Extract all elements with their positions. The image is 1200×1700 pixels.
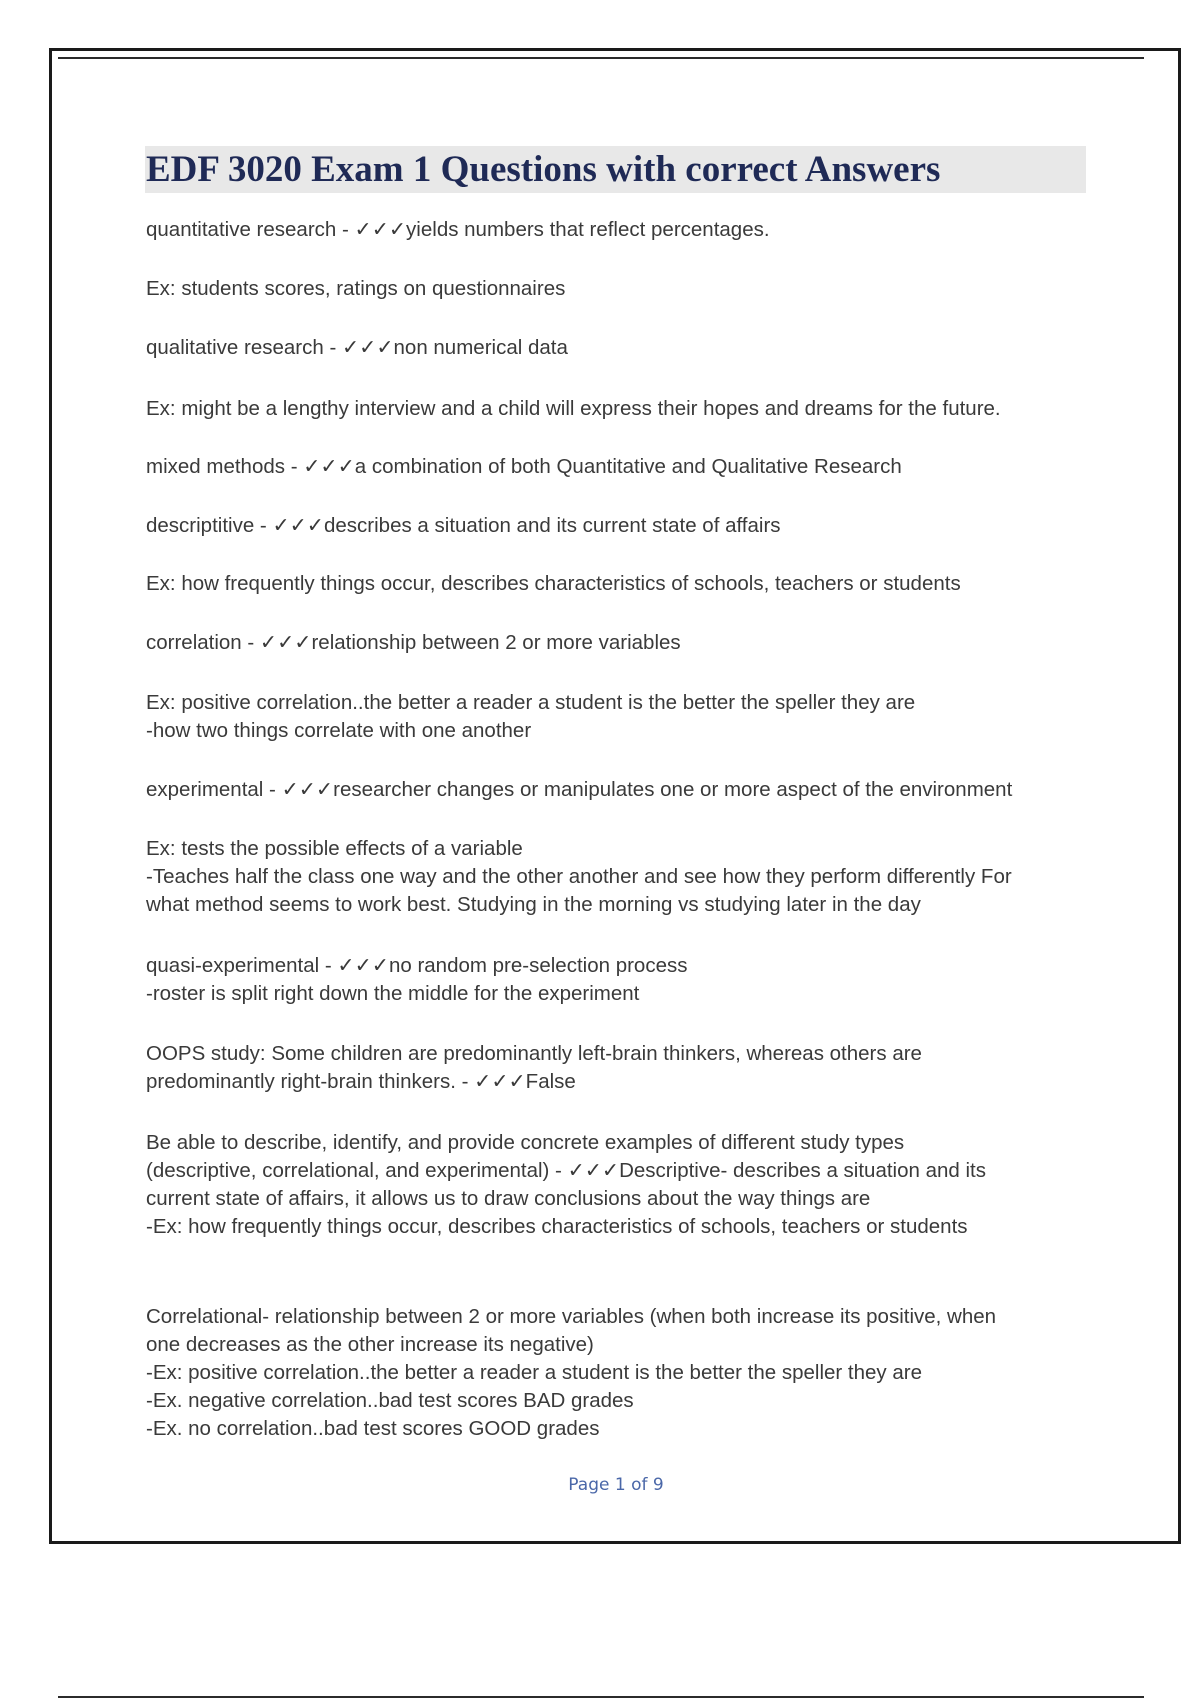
qa-paragraph [146,629,681,657]
qa-paragraph [146,835,1012,919]
paragraph-line: experimental - ✓✓✓researcher changes or manipulates one or more aspect of the environment [146,778,1013,801]
qa-paragraph [146,512,781,540]
qa-paragraph [146,1303,996,1443]
paragraph-line: -roster is split right down the middle for the experiment [146,982,640,1005]
bottom-rule [58,1696,1144,1698]
paragraph-line: Ex: students scores, ratings on questionnaires [146,277,566,300]
qa-paragraph [146,689,915,745]
paragraph-line: mixed methods - ✓✓✓a combination of both Quantitative and Qualitative Research [146,455,902,478]
paragraph-line: (descriptive, correlational, and experimental) - ✓✓✓Descriptive- describes a situation and its [146,1159,986,1182]
qa-paragraph [146,776,1012,804]
paragraph-line: Ex: tests the possible effects of a variable [146,837,523,860]
paragraph-line: -Ex. negative correlation..bad test scores BAD grades [146,1389,634,1412]
paragraph-line: Ex: might be a lengthy interview and a child will express their hopes and dreams for the future. [146,397,1001,420]
document-title: EDF 3020 Exam 1 Questions with correct Answers [146,149,941,190]
paragraph-line: -Ex: positive correlation..the better a reader a student is the better the speller they are [146,1361,923,1384]
qa-paragraph [146,1040,922,1096]
qa-paragraph [146,1129,986,1241]
paragraph-line: qualitative research - ✓✓✓non numerical data [146,336,568,359]
paragraph-line: quantitative research - ✓✓✓yields numbers that reflect percentages. [146,218,770,241]
page-number: Page 1 of 9 [568,1475,664,1495]
paragraph-line: -Ex: how frequently things occur, describes characteristics of schools, teachers or students [146,1215,968,1238]
paragraph-line: one decreases as the other increase its negative) [146,1333,594,1356]
qa-paragraph [146,570,961,598]
paragraph-line: Ex: how frequently things occur, describes characteristics of schools, teachers or students [146,572,961,595]
paragraph-line: what method seems to work best. Studying in the morning vs studying later in the day [146,893,921,916]
qa-paragraph [146,334,568,362]
paragraph-line: current state of affairs, it allows us to draw conclusions about the way things are [146,1187,871,1210]
paragraph-line: OOPS study: Some children are predominantly left-brain thinkers, whereas others are [146,1042,922,1065]
qa-paragraph [146,216,770,244]
paragraph-line: Be able to describe, identify, and provide concrete examples of different study types [146,1131,905,1154]
paragraph-line: quasi-experimental - ✓✓✓no random pre-selection process [146,954,688,977]
qa-paragraph [146,952,688,1008]
qa-paragraph [146,395,1001,423]
paragraph-line: -Teaches half the class one way and the other another and see how they perform differently For [146,865,1012,888]
paragraph-line: Correlational- relationship between 2 or more variables (when both increase its positive, when [146,1305,997,1328]
top-rule [58,57,1144,59]
paragraph-line: -how two things correlate with one another [146,719,532,742]
paragraph-line: descriptitive - ✓✓✓describes a situation and its current state of affairs [146,514,781,537]
paragraph-line: Ex: positive correlation..the better a reader a student is the better the speller they are [146,691,916,714]
paragraph-line: -Ex. no correlation..bad test scores GOOD grades [146,1417,600,1440]
paragraph-line: predominantly right-brain thinkers. - ✓✓✓False [146,1070,576,1093]
qa-paragraph [146,453,902,481]
paragraph-line: correlation - ✓✓✓relationship between 2 or more variables [146,631,681,654]
qa-paragraph [146,275,565,303]
